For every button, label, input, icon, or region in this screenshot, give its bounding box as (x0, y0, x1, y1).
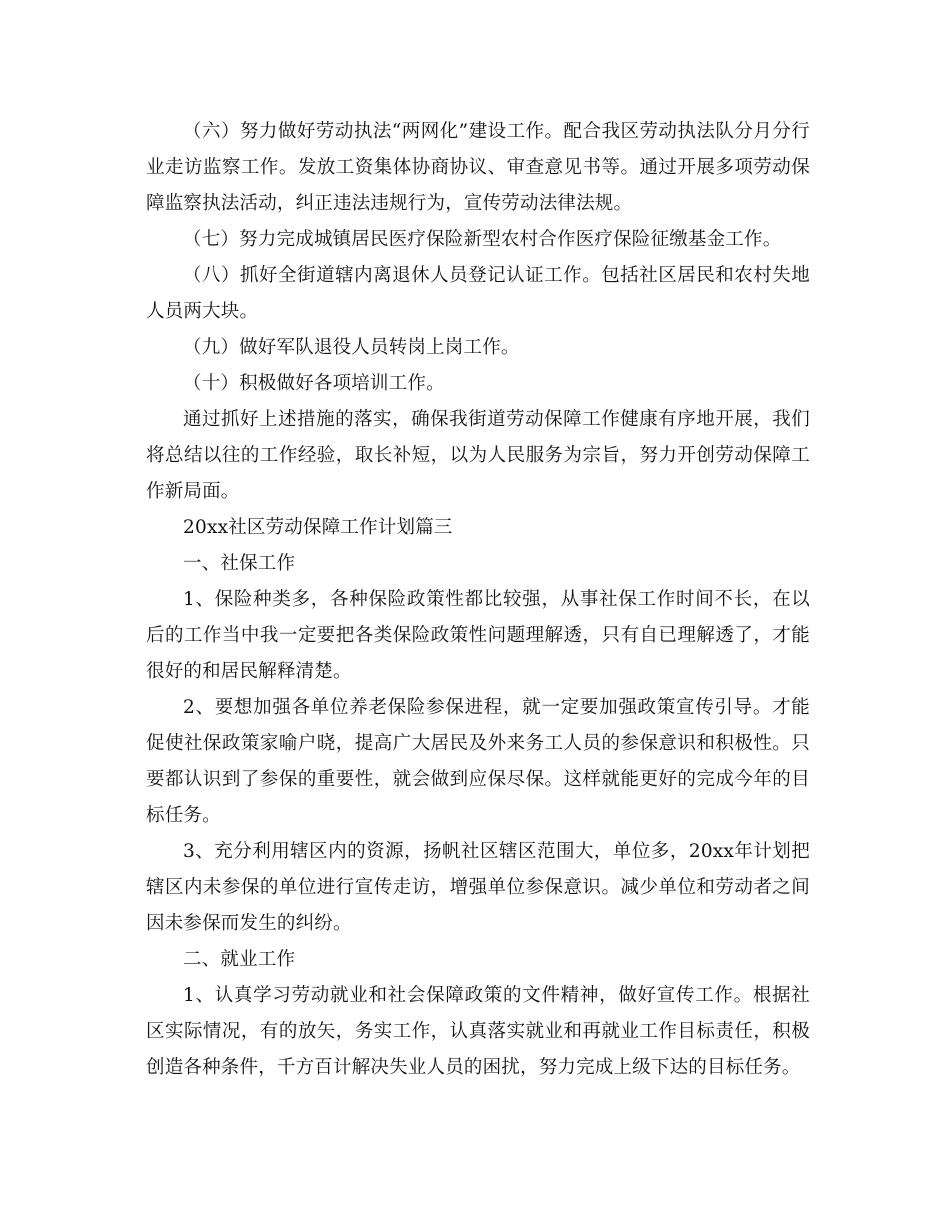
social-security-item-3: 3、充分利用辖区内的资源，扬帆社区辖区范围大，单位多，20xx年计划把辖区内未参保的单位进行宣传走访，增强单位参保意识。减少单位和劳动者之间因未参保而发生的纠纷。 (146, 841, 810, 934)
employment-item-1: 1、认真学习劳动就业和社会保障政策的文件精神，做好宣传工作。根据社区实际情况，有的放矢，务实工作，认真落实就业和再就业工作目标责任，积极创造各种条件，千方百计解决失业人员的困扰，努力完成上级下达的目标任务。 (146, 985, 810, 1078)
paragraph-conclusion: 通过抓好上述措施的落实，确保我街道劳动保障工作健康有序地开展，我们将总结以往的工作经验，取长补短，以为人民服务为宗旨，努力开创劳动保障工作新局面。 (146, 409, 810, 502)
social-security-item-1: 1、保险种类多，各种保险政策性都比较强，从事社保工作时间不长，在以后的工作当中我一定要把各类保险政策性问题理解透，只有自已理解透了，才能很好的和居民解释清楚。 (146, 589, 810, 682)
paragraph-6: （六）努力做好劳动执法“两网化”建设工作。配合我区劳动执法队分月分行业走访监察工作。发放工资集体协商协议、审查意见书等。通过开展多项劳动保障监察执法活动，纠正违法违规行为，宣传劳动法律法规。 (146, 121, 810, 214)
document-body (146, 114, 810, 1086)
section-title: 20xx社区劳动保障工作计划篇三 (183, 517, 453, 538)
heading-employment: 二、就业工作 (183, 949, 296, 970)
paragraph-10: （十）积极做好各项培训工作。 (183, 373, 445, 394)
paragraph-8: （八）抓好全街道辖内离退休人员登记认证工作。包括社区居民和农村失地人员两大块。 (146, 265, 810, 322)
heading-social-security: 一、社保工作 (183, 553, 296, 574)
social-security-item-2: 2、要想加强各单位养老保险参保进程，就一定要加强政策宣传引导。才能促使社保政策家喻户晓，提高广大居民及外来务工人员的参保意识和积极性。只要都认识到了参保的重要性，就会做到应保尽保。这样就能更好的完成今年的目标任务。 (146, 697, 810, 826)
paragraph-9: （九）做好军队退役人员转岗上岗工作。 (183, 337, 520, 358)
paragraph-7: （七）努力完成城镇居民医疗保险新型农村合作医疗保险征缴基金工作。 (183, 229, 782, 250)
